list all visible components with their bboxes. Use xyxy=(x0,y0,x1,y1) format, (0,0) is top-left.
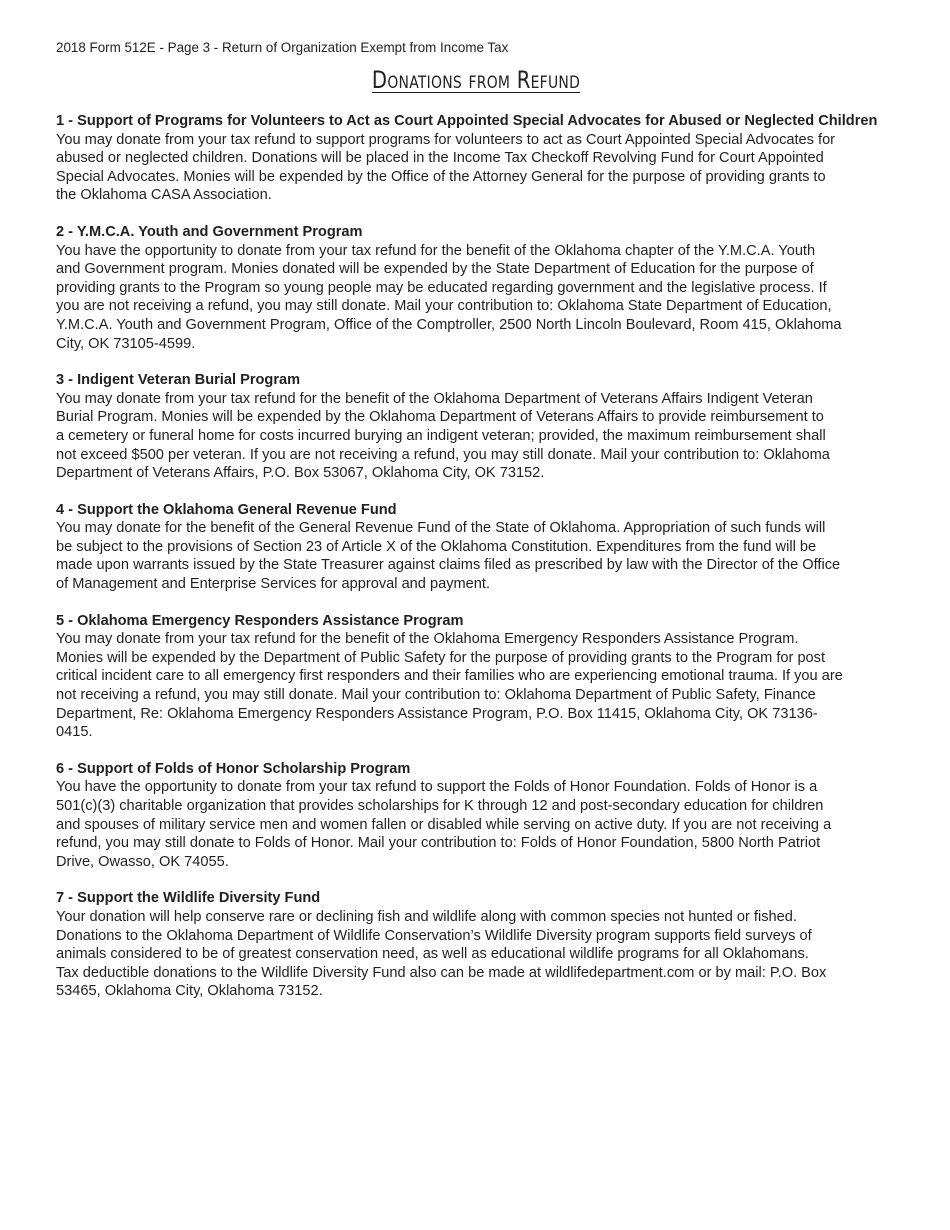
section-ymca xyxy=(56,223,896,353)
body-line: animals considered to be of greatest conservation need, as well as educational wildlife programs for all Oklahomans. xyxy=(56,946,809,963)
section-heading: 4 - Support the Oklahoma General Revenue Fund xyxy=(56,501,397,518)
section-heading: 7 - Support the Wildlife Diversity Fund xyxy=(56,890,321,907)
body-line: 0415. xyxy=(56,724,93,741)
body-line: be subject to the provisions of Section 23 of Article X of the Oklahoma Constitution. Expenditures from the fund will be xyxy=(56,538,817,555)
body-line: and Government program. Monies donated will be expended by the State Department of Education for the purpose of xyxy=(56,261,814,278)
section-folds-of-honor xyxy=(56,760,896,872)
section-casa xyxy=(56,112,896,205)
section-heading: 2 - Y.M.C.A. Youth and Government Program xyxy=(56,223,363,240)
body-line: You may donate for the benefit of the General Revenue Fund of the State of Oklahoma. Appropriation of such funds will xyxy=(56,520,826,537)
body-line: Department, Re: Oklahoma Emergency Responders Assistance Program, P.O. Box 11415, Oklahoma City, OK 73136- xyxy=(56,705,818,722)
body-line: You may donate from your tax refund for the benefit of the Oklahoma Department of Veterans Affairs Indigent Veteran xyxy=(56,390,813,407)
body-line: Special Advocates. Monies will be expended by the Office of the Attorney General for the purpose of providing grants to xyxy=(56,168,826,185)
body-line: made upon warrants issued by the State Treasurer against claims filed as prescribed by law with the Director of the Office xyxy=(56,557,841,574)
body-line: critical incident care to all emergency first responders and their families who are experiencing emotional trauma. If you are xyxy=(56,668,843,685)
section-body xyxy=(56,131,896,205)
body-line: providing grants to the Program so young people may be educated regarding government and the legislative process. If xyxy=(56,279,827,296)
section-wildlife-diversity xyxy=(56,889,896,1001)
body-line: Drive, Owasso, OK 74055. xyxy=(56,853,229,870)
body-line: Burial Program. Monies will be expended by the Oklahoma Department of Veterans Affairs to provide reimbursement to xyxy=(56,409,824,426)
body-line: 501(c)(3) charitable organization that provides scholarships for K through 12 and post-secondary education for children xyxy=(56,798,824,814)
body-line: refund, you may still donate to Folds of Honor. Mail your contribution to: Folds of Honor Foundation, 5800 North Patriot xyxy=(56,835,821,852)
body-line: You may donate from your tax refund to support programs for volunteers to act as Court Appointed Special Advocates for xyxy=(56,131,836,148)
body-line: Donations to the Oklahoma Department of Wildlife Conservation’s Wildlife Diversity program supports field surveys of xyxy=(56,927,812,944)
section-heading: 5 - Oklahoma Emergency Responders Assistance Program xyxy=(56,612,464,629)
section-body xyxy=(56,630,896,742)
section-body xyxy=(56,519,896,593)
body-line: abused or neglected children. Donations will be placed in the Income Tax Checkoff Revolving Fund for Court Appointed xyxy=(56,150,824,167)
body-line: not receiving a refund, you may still donate. Mail your contribution to: Oklahoma Department of Public Safety, Finance xyxy=(56,687,816,704)
section-veteran-burial xyxy=(56,371,896,483)
section-body xyxy=(56,778,896,871)
body-line: You may donate from your tax refund for the benefit of the Oklahoma Emergency Responders Assistance Program. xyxy=(56,631,799,648)
body-line: of Management and Enterprise Services for approval and payment. xyxy=(56,576,491,593)
donation-sections xyxy=(56,112,896,1019)
section-heading: 6 - Support of Folds of Honor Scholarship Program xyxy=(56,760,411,777)
section-body xyxy=(56,390,896,483)
body-line: and spouses of military service men and women fallen or disabled while serving on active duty. If you are not receiving a xyxy=(56,816,832,833)
body-line: a cemetery or funeral home for costs incurred burying an indigent veteran; provided, the maximum reimbursement shall xyxy=(56,427,826,444)
body-line: You have the opportunity to donate from your tax refund for the benefit of the Oklahoma chapter of the Y.M.C.A. Youth xyxy=(56,242,816,259)
body-line: Tax deductible donations to the Wildlife Diversity Fund also can be made at wildlifedepartment.com or by mail: P.O. Box xyxy=(56,964,827,981)
section-heading: 1 - Support of Programs for Volunteers to Act as Court Appointed Special Advocates for Abused or Neglected Children xyxy=(56,113,878,129)
body-line: 53465, Oklahoma City, Oklahoma 73152. xyxy=(56,983,323,1000)
page-title: Donations from Refund xyxy=(371,66,581,94)
body-line: Y.M.C.A. Youth and Government Program, Office of the Comptroller, 2500 North Lincoln Boulevard, Room 415, Oklahoma xyxy=(56,316,842,333)
section-general-revenue xyxy=(56,501,896,594)
body-line: the Oklahoma CASA Association. xyxy=(56,187,272,204)
section-body xyxy=(56,908,896,1001)
body-line: You have the opportunity to donate from your tax refund to support the Folds of Honor Foundation. Folds of Honor is a xyxy=(56,779,818,796)
body-line: Your donation will help conserve rare or declining fish and wildlife along with common species not hunted or fished. xyxy=(56,908,797,925)
section-heading: 3 - Indigent Veteran Burial Program xyxy=(56,372,301,389)
body-line: City, OK 73105-4599. xyxy=(56,335,196,352)
body-line: not exceed $500 per veteran. If you are not receiving a refund, you may still donate. Mail your contribution to: Oklahoma xyxy=(56,446,830,463)
body-line: you are not receiving a refund, you may still donate. Mail your contribution to: Oklahoma State Department of Education, xyxy=(56,298,832,315)
section-body xyxy=(56,242,896,354)
body-line: Monies will be expended by the Department of Public Safety for the purpose of providing grants to the Program for post xyxy=(56,649,826,666)
section-emergency-responders xyxy=(56,612,896,742)
body-line: Department of Veterans Affairs, P.O. Box 53067, Oklahoma City, OK 73152. xyxy=(56,465,545,482)
form-header: 2018 Form 512E - Page 3 - Return of Organization Exempt from Income Tax xyxy=(56,40,509,55)
